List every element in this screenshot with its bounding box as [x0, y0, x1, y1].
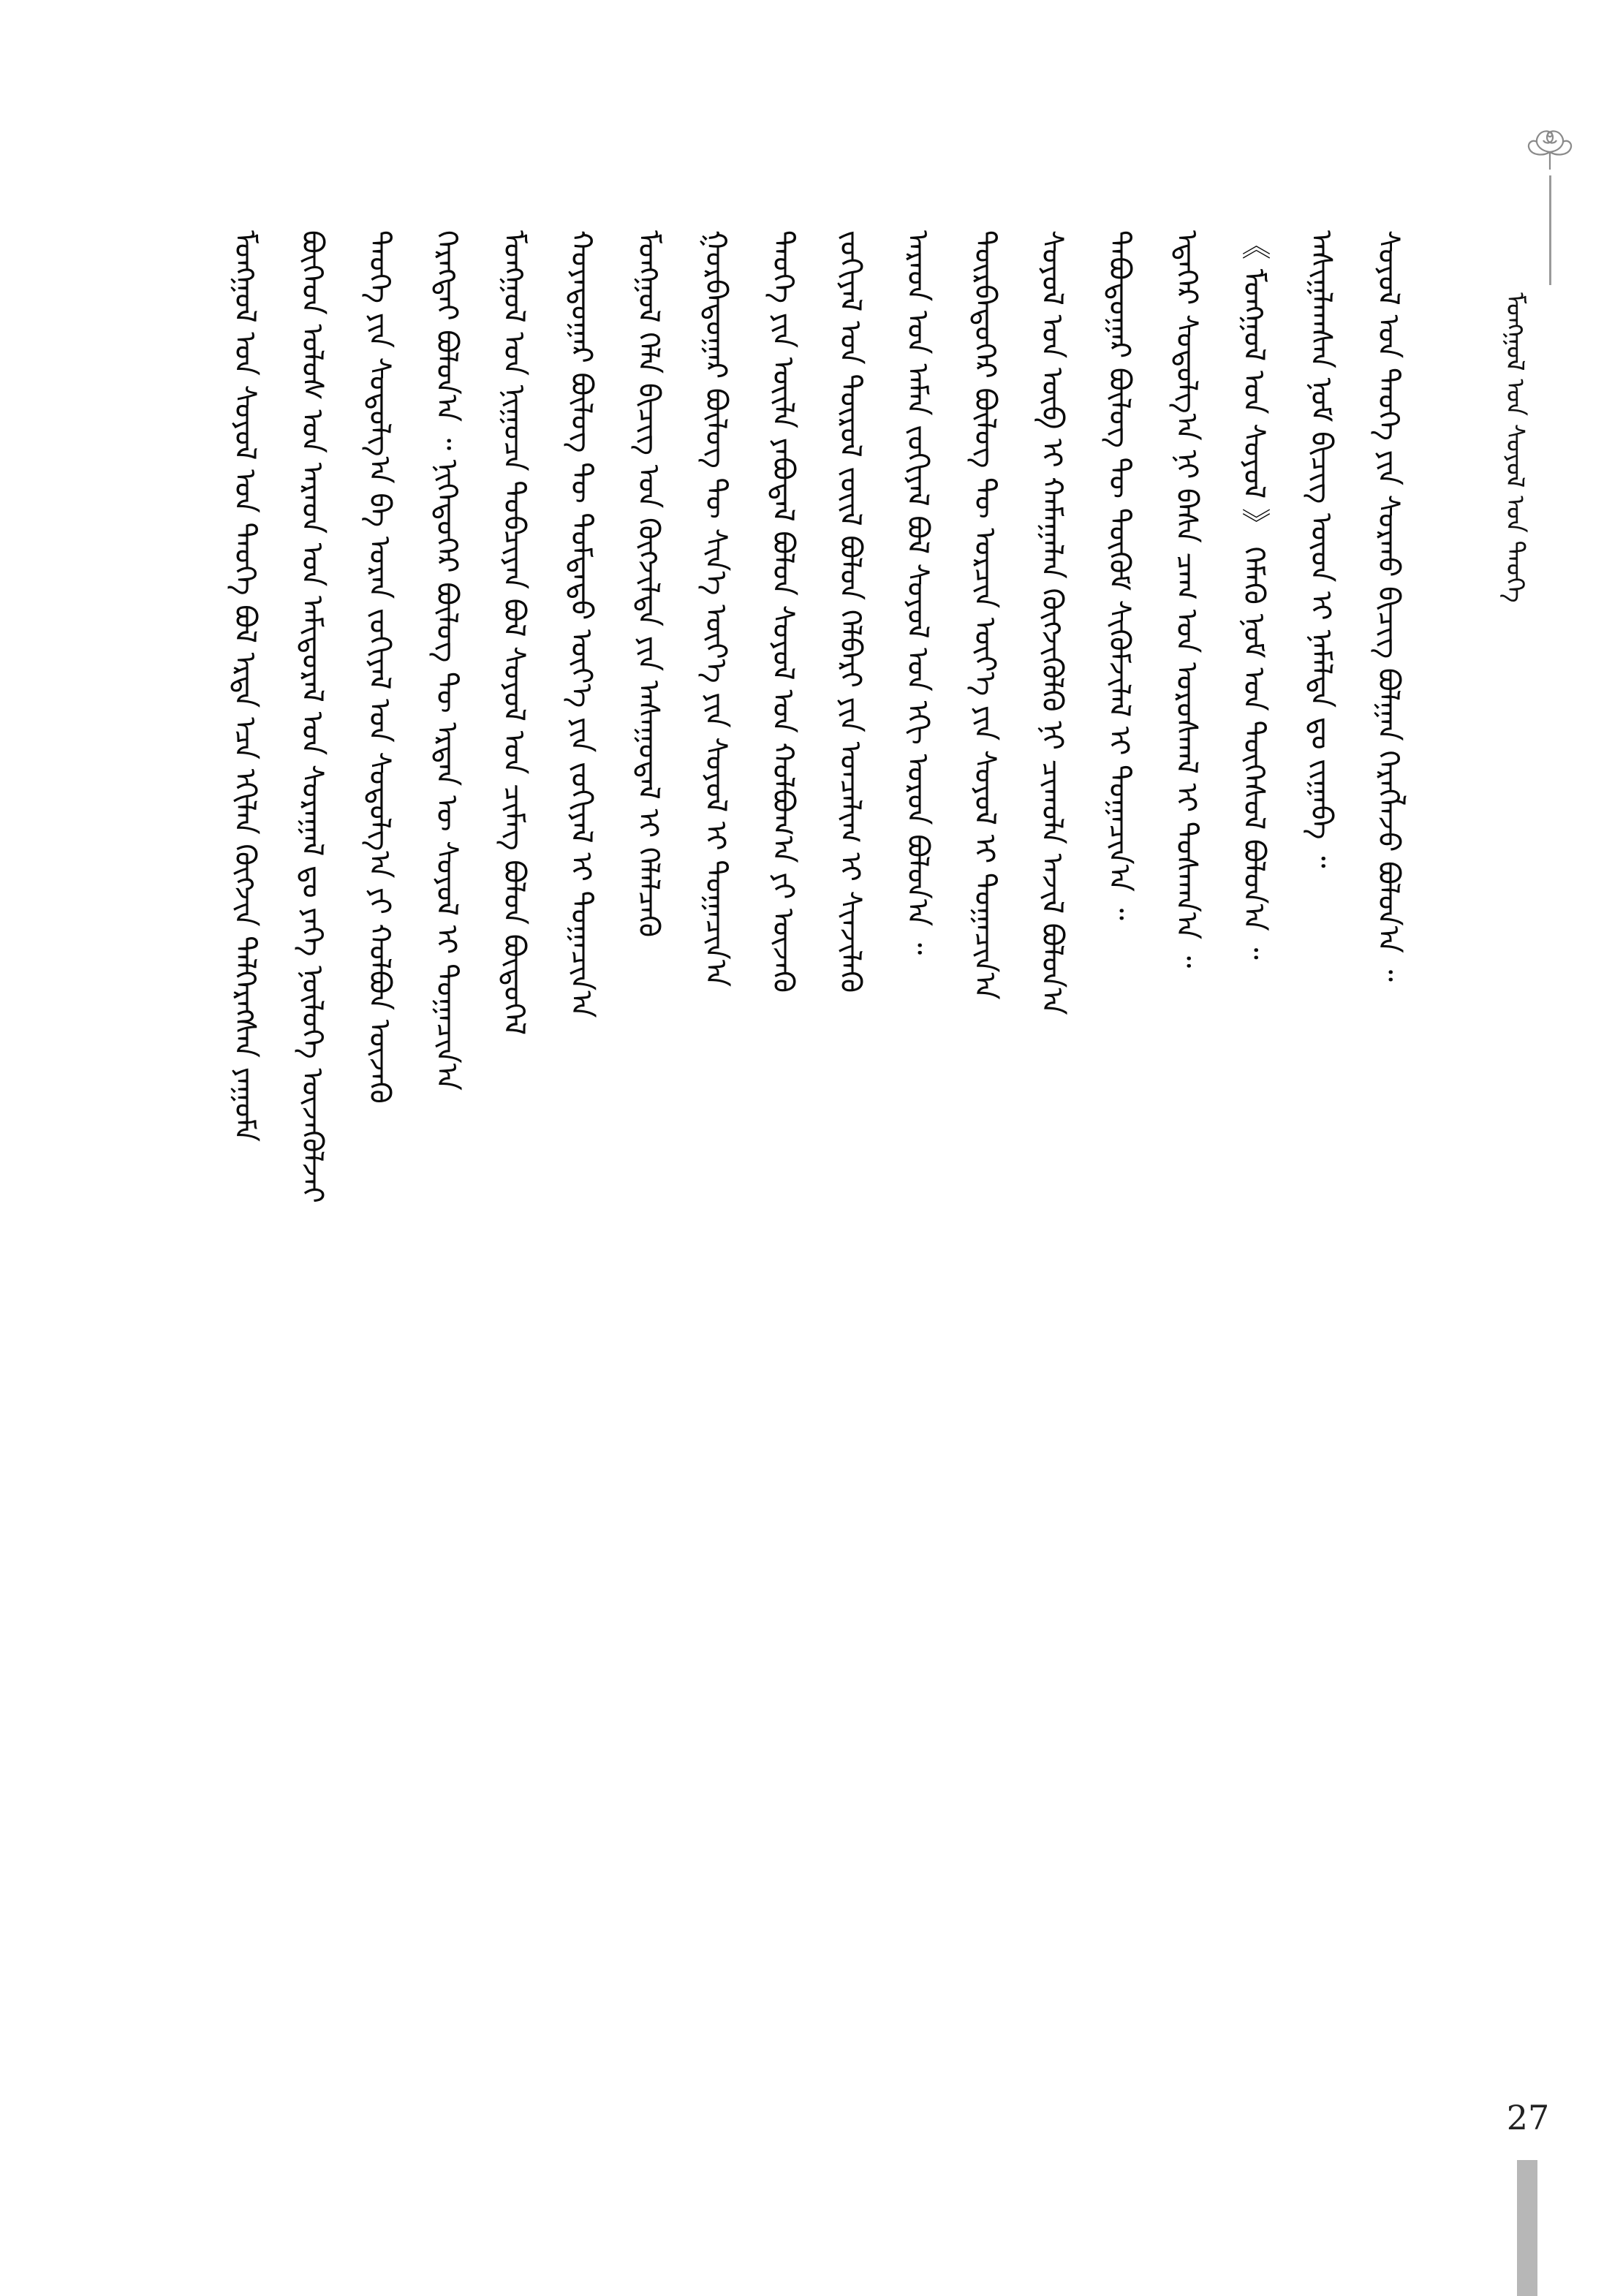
text-line: ᠵᠣᠬᠢᠶᠠᠯ ᠤᠨ ᠲᠥᠷᠥᠯ ᠵᠦᠢᠯ ᠪᠣᠯᠤᠨ ᠬᠡᠯᠪᠡᠷᠢ ᠶᠢᠨ ᠣᠨᠴᠠᠯᠢᠭ ᠢ ᠰᠢᠨᠵᠢᠯᠡᠬᠦ: [833, 230, 867, 993]
text-line: ᠬᠣᠶᠠᠳᠤᠭᠠᠷ ᠪᠦᠯᠦᠭ ᠲᠦ ᠳᠤᠮᠳᠠᠳᠤ ᠦᠶ᠎ᠡ ᠶᠢᠨ ᠵᠣᠬᠢᠶᠠᠯ ᠢ ᠲᠣᠭᠠᠴᠢᠨ᠎ᠠ: [564, 230, 598, 1018]
text-line: 《 ᠮᠣᠩᠭᠣᠯ ᠤᠨ ᠰᠣᠶᠣᠯ 》 ᠬᠡᠮᠡᠬᠦ ᠨᠣᠮ ᠤᠨ ᠲᠥᠭᠡᠰᠦᠯ ᠪᠣᠯᠤᠨ᠎ᠠ ᠃: [1237, 230, 1271, 960]
text-line: ᠰᠣᠶᠣᠯ ᠤᠨ ᠲᠡᠦᠬᠡ ᠶᠢᠨ ᠰᠤᠷᠬᠤ ᠪᠢᠴᠢᠭ ᠪᠣᠯᠭᠠᠨ ᠬᠡᠷᠡᠭᠯᠡᠵᠦ ᠪᠣᠯᠤᠨ᠎ᠠ ᠃: [1372, 230, 1405, 982]
text-line: ᠲᠡᠦᠬᠡ ᠶᠢᠨ ᠰᠤᠳᠤᠯᠭ᠎ᠠ ᠪᠠ ᠤᠷᠠᠨ ᠵᠣᠬᠢᠶᠠᠯ ᠤᠨ ᠰᠤᠳᠤᠯᠭ᠎ᠠ ᠶᠢ ᠬᠣᠯᠪᠣᠨ ᠦᠵᠡᠬᠦ: [363, 230, 396, 1104]
text-line: ᠠᠷᠠᠳ ᠤᠨ ᠠᠮᠠᠨ ᠵᠣᠬᠢᠶᠠᠯ ᠪᠣᠯ ᠰᠣᠶᠣᠯ ᠤᠨ ᠡᠬᠢ ᠣᠷᠣᠨ ᠪᠣᠯᠤᠨ᠎ᠠ ᠃: [901, 230, 934, 955]
text-line: ᠡᠳᠡᠭᠡᠷ ᠰᠤᠳᠤᠯᠭ᠎ᠠ ᠨᠢ ᠪᠠᠰᠠ ᠴᠠᠭ ᠤᠨ ᠤᠷᠤᠰᠬᠠᠯ ᠢ ᠲᠤᠰᠬᠠᠨ᠎ᠠ ᠃: [1170, 230, 1203, 969]
text-line: ᠪᠥᠭᠡᠳ ᠤᠯᠤᠰ ᠤᠨ ᠠᠷᠠᠳ ᠤᠨ ᠠᠮᠢᠳᠤᠷᠠᠯ ᠤᠨ ᠰᠤᠷᠠᠭᠠᠯ ᠳᠤ ᠶᠡᠬᠡ ᠨᠥᠯᠦᠭᠡ ᠦᠵᠡᠭᠦᠯᠵᠡᠢ: [295, 230, 329, 1203]
text-line: ᠳᠥᠷᠪᠡᠳᠦᠭᠡᠷ ᠪᠦᠯᠦᠭ ᠲᠦ ᠣᠷᠴᠢᠨ ᠦᠶ᠎ᠡ ᠶᠢᠨ ᠰᠣᠶᠣᠯ ᠢ ᠲᠣᠭᠠᠴᠢᠨ᠎ᠠ: [968, 230, 1002, 1000]
text-line: ᠲᠡᠦᠬᠡ ᠶᠢᠨ ᠦᠢᠯᠡ ᠶᠠᠪᠤᠳᠠᠯ ᠪᠣᠯᠤᠨ ᠰᠣᠶᠣᠯ ᠤᠨ ᠬᠣᠯᠪᠣᠭ᠎ᠠ ᠶᠢ ᠦᠵᠡᠬᠦ: [766, 230, 800, 993]
text-line: ᠬᠡᠷᠡᠭᠲᠡᠢ ᠪᠣᠯᠤᠨ᠎ᠠ ᠃ ᠨᠢᠭᠡᠳᠦᠭᠡᠷ ᠪᠦᠯᠦᠭ ᠲᠦ ᠡᠷᠲᠡᠨ ᠦ ᠰᠣᠶᠣᠯ ᠢ ᠲᠣᠭᠠᠴᠢᠨ᠎ᠠ: [430, 230, 464, 1091]
page-number: 27: [1506, 2098, 1550, 2137]
text-line: ᠠᠰᠢᠭ᠋ᠯᠠᠭᠰᠠᠨ ᠨᠣᠮ ᠪᠢᠴᠢᠭ ᠦᠳ ᠢ ᠨᠡᠮᠡᠯᠲᠡ ᠳᠤ ᠵᠢᠭᠠᠪᠠ ᠃: [1304, 230, 1338, 868]
text-line: ᠰᠣᠶᠣᠯ ᠤᠨ ᠥᠪ ᠢ ᠬᠠᠮᠠᠭᠠᠯᠠᠨ ᠬᠥᠭᠵᠢᠭᠦᠯᠬᠦ ᠨᠢ ᠴᠢᠬᠤᠯᠠ ᠠᠵᠢᠯ ᠪᠣᠯᠤᠨ᠎ᠠ: [1035, 230, 1069, 1015]
page-edge-tab: [1517, 2160, 1537, 2296]
text-line: ᠮᠣᠩᠭᠣᠯ ᠤᠨ ᠨᠢᠭᠤᠴᠠ ᠲᠣᠪᠴᠢᠶᠠᠨ ᠪᠣᠯ ᠰᠣᠶᠣᠯ ᠤᠨ ᠴᠢᠮᠡᠭ ᠪᠣᠯᠤᠨ ᠪᠦᠲᠦᠭᠡᠯ: [497, 230, 531, 1036]
body-text: [219, 230, 1433, 2036]
text-line: ᠭᠤᠷᠪᠠᠳᠤᠭᠠᠷ ᠪᠦᠯᠦᠭ ᠲᠦ ᠰᠢᠨ᠎ᠡ ᠦᠶ᠎ᠡ ᠶᠢᠨ ᠰᠣᠶᠣᠯ ᠢ ᠲᠣᠭᠠᠴᠢᠨ᠎ᠠ: [699, 230, 733, 988]
text-line: ᠮᠣᠩᠭᠣᠯ ᠤᠨ ᠰᠣᠶᠣᠯ ᠤᠨ ᠲᠡᠦᠬᠡ ᠪᠣᠯ ᠡᠷᠲᠡ ᠡᠴᠡ ᠡᠬᠢᠯᠡᠨ ᠬᠥᠭᠵᠢᠨ ᠳᠡᠯᠭᠡᠷᠡᠭᠰᠡᠨ ᠶᠠᠭᠤᠮᠠ: [228, 230, 262, 1143]
text-line: ᠮᠣᠩᠭᠣᠯ ᠬᠡᠯᠡ ᠪᠢᠴᠢᠭ ᠤᠨ ᠬᠥᠭᠵᠢᠯᠲᠡ ᠶᠢᠨ ᠠᠰᠠᠭᠤᠳᠠᠯ ᠢ ᠬᠡᠯᠡᠯᠴᠡᠬᠦ: [632, 230, 665, 938]
running-head: ᠮᠣᠩᠭᠣᠯ ᠤᠨ ᠰᠣᠶᠣᠯ ᠤᠨ ᠲᠡᠦᠬᠡ: [1500, 292, 1529, 603]
header-rule: [1549, 175, 1551, 285]
text-line: ᠲᠠᠪᠤᠳᠤᠭᠠᠷ ᠪᠦᠯᠦᠭ ᠲᠦ ᠳᠦᠭᠦᠮ ᠰᠢᠭᠦᠮᠵᠢᠯᠡᠯ ᠢ ᠲᠣᠭᠠᠴᠢᠨ᠎ᠠ ᠃: [1102, 230, 1136, 920]
ornament-icon: [1521, 124, 1579, 175]
